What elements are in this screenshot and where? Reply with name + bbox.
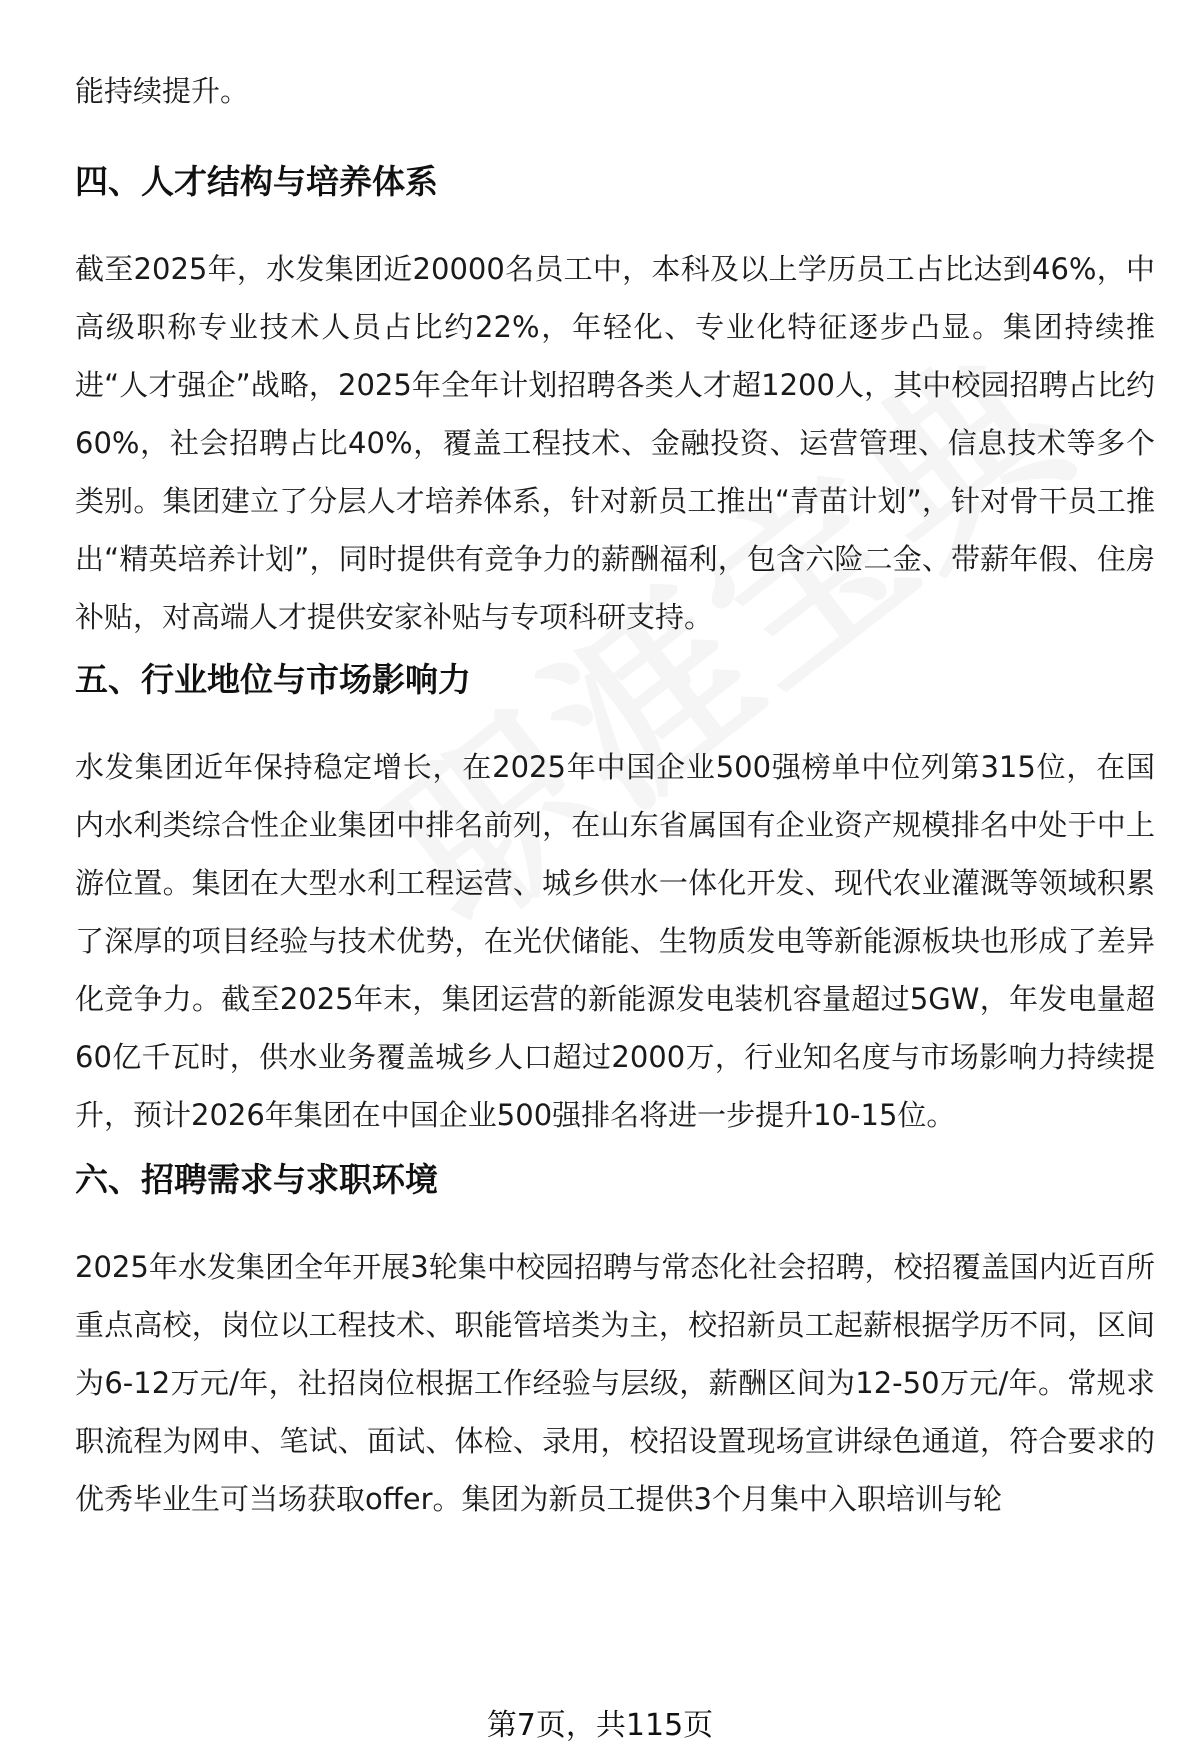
paragraph-intro-tail: 能持续提升。 (75, 74, 250, 108)
page-number: 第7页，共115页 (486, 1708, 714, 1743)
section-heading-6: 六、招聘需求与求职环境 (75, 1160, 438, 1199)
section-heading-4: 四、人才结构与培养体系 (75, 162, 438, 201)
section-heading-5: 五、行业地位与市场影响力 (75, 660, 471, 699)
paragraph-section-4: 截至2025年，水发集团近20000名员工中，本科及以上学历员工占比达到46%，中高级职称专业技术人员占比约22%，年轻化、专业化特征逐步凸显。集团持续推进“人才强企”战略，2025年全年计划招聘各类人才超1200人，其中校园招聘占比约60%，社会招聘占比40%，覆盖工程技术、金融投资、运营管理、信息技术等多个类别。集团建立了分层人才培养体系，针对新员工推出“青苗计划”，针对骨干员工推出“精英培养计划”，同时提供有竞争力的薪酬福利，包含六险二金、带薪年假、住房补贴，对高端人才提供安家补贴与专项科研支持。 (75, 252, 1155, 634)
paragraph-section-5: 水发集团近年保持稳定增长，在2025年中国企业500强榜单中位列第315位，在国内水利类综合性企业集团中排名前列，在山东省属国有企业资产规模排名中处于中上游位置。集团在大型水利工程运营、城乡供水一体化开发、现代农业灌溉等领域积累了深厚的项目经验与技术优势，在光伏储能、生物质发电等新能源板块也形成了差异化竞争力。截至2025年末，集团运营的新能源发电装机容量超过5GW，年发电量超60亿千瓦时，供水业务覆盖城乡人口超过2000万，行业知名度与市场影响力持续提升，预计2026年集团在中国企业500强排名将进一步提升10-15位。 (75, 750, 1155, 1132)
paragraph-section-6: 2025年水发集团全年开展3轮集中校园招聘与常态化社会招聘，校招覆盖国内近百所重点高校，岗位以工程技术、职能管培类为主，校招新员工起薪根据学历不同，区间为6-12万元/年，社招岗位根据工作经验与层级，薪酬区间为12-50万元/年。常规求职流程为网申、笔试、面试、体检、录用，校招设置现场宣讲绿色通道，符合要求的优秀毕业生可当场获取offer。集团为新员工提供3个月集中入职培训与轮 (75, 1250, 1155, 1516)
